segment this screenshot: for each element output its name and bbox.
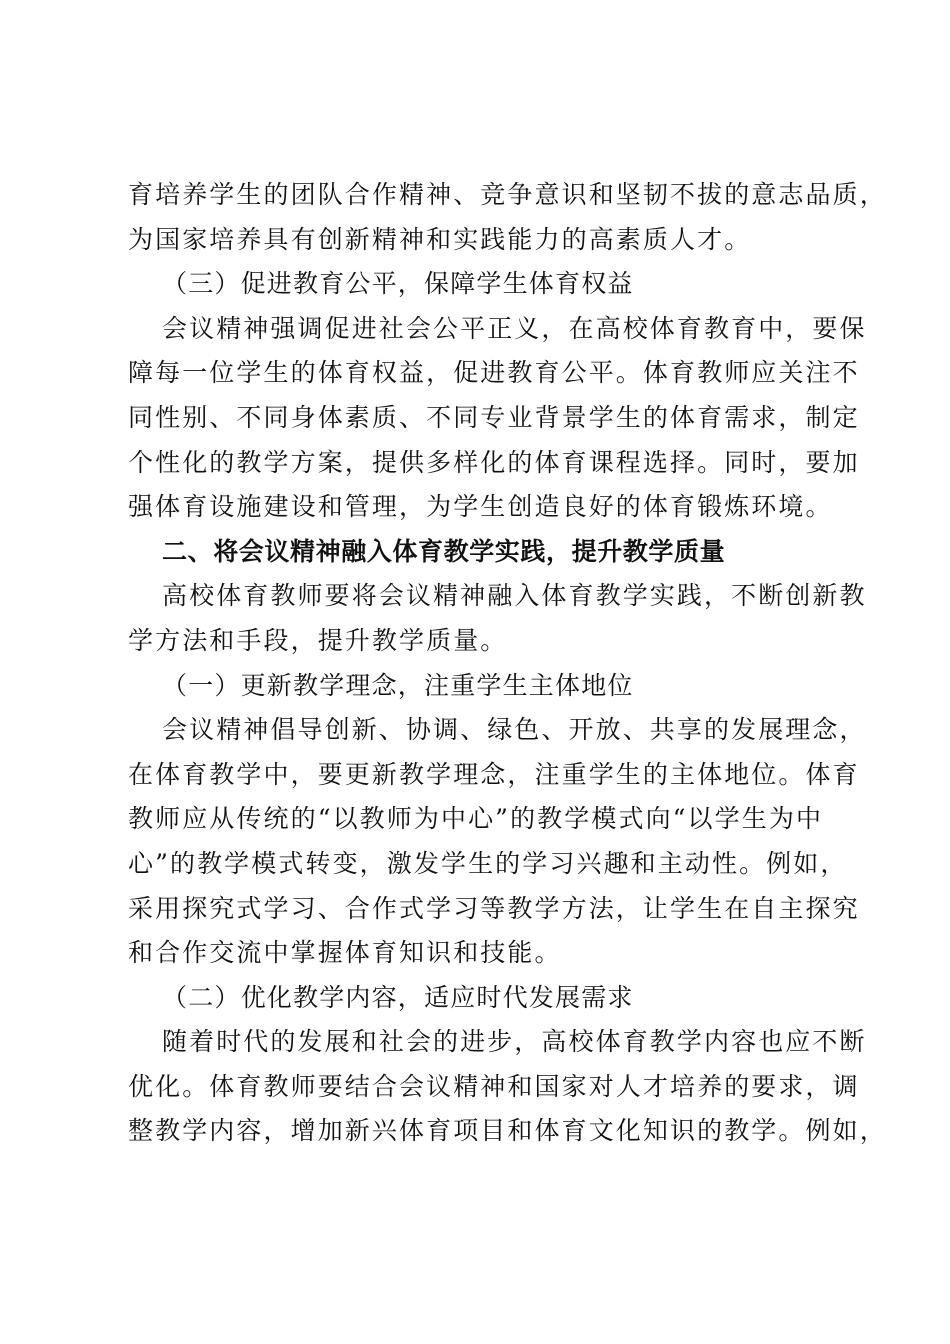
paragraph-start-line: 会议精神强调促进社会公平正义，在高校体育教育中，要保 <box>162 313 867 343</box>
body-text-line: 教师应从传统的“以教师为中心”的教学模式向“以学生为中 <box>128 804 824 834</box>
body-text-line: 为国家培养具有创新精神和实践能力的高素质人才。 <box>128 224 752 254</box>
subheading-section-1: （一）更新教学理念，注重学生主体地位 <box>162 670 634 700</box>
paragraph-start-line: 随着时代的发展和社会的进步，高校体育教学内容也应不断 <box>162 1027 867 1057</box>
body-text-line: 采用探究式学习、合作式学习等教学方法，让学生在自主探究 <box>128 893 860 923</box>
body-text-line: 优化。体育教师要结合会议精神和国家对人才培养的要求，调 <box>128 1071 860 1101</box>
paragraph-start-line: 会议精神倡导创新、协调、绿色、开放、共享的发展理念， <box>162 715 867 745</box>
body-text-line: 学方法和手段，提升教学质量。 <box>128 625 508 655</box>
body-text-line: 个性化的教学方案，提供多样化的体育课程选择。同时，要加 <box>128 447 860 477</box>
section-heading-2: 二、将会议精神融入体育教学实践，提升教学质量 <box>162 536 726 566</box>
paragraph-start-line: 高校体育教师要将会议精神融入体育教学实践，不断创新教 <box>162 581 867 611</box>
body-text-line: 育培养学生的团队合作精神、竞争意识和坚韧不拔的意志品质， <box>128 180 887 209</box>
body-text-line: 障每一位学生的体育权益，促进教育公平。体育教师应关注不 <box>128 358 860 388</box>
body-text-line: 同性别、不同身体素质、不同专业背景学生的体育需求，制定 <box>128 402 860 432</box>
subheading-section-3: （三）促进教育公平，保障学生体育权益 <box>162 269 634 299</box>
body-text-line: 心”的教学模式转变，激发学生的学习兴趣和主动性。例如， <box>128 848 848 878</box>
body-text-line: 在体育教学中，要更新教学理念，注重学生的主体地位。体育 <box>128 759 860 789</box>
body-text-line: 整教学内容，增加新兴体育项目和体育文化知识的教学。例如， <box>128 1116 887 1146</box>
subheading-section-2: （二）优化教学内容，适应时代发展需求 <box>162 982 634 1012</box>
body-text-line: 和合作交流中掌握体育知识和技能。 <box>128 938 562 968</box>
document-page <box>128 173 887 1154</box>
body-text-line: 强体育设施建设和管理，为学生创造良好的体育锻炼环境。 <box>128 492 833 522</box>
